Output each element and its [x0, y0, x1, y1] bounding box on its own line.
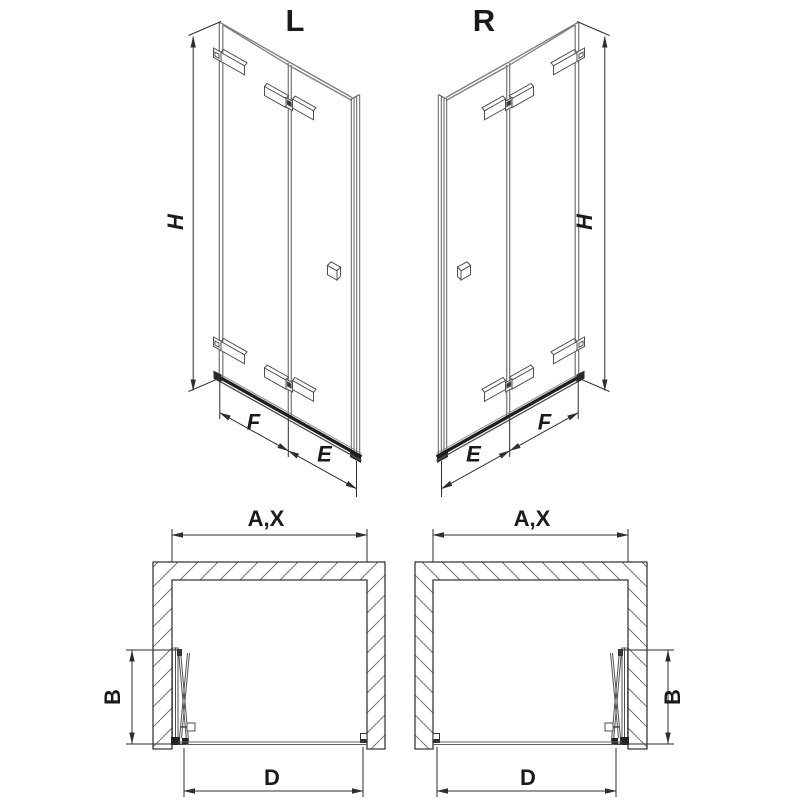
right-plan-label-b: B [660, 689, 685, 705]
right-dim-label-f: F [537, 409, 552, 435]
left-view-title: L [285, 3, 305, 38]
left-plan-view [100, 506, 385, 797]
left-elevation-view [163, 3, 362, 497]
left-dim-label-e: E [317, 441, 332, 467]
left-plan-label-b: B [100, 689, 125, 705]
right-dim-label-e: E [466, 441, 481, 467]
right-dim-label-h: H [572, 214, 597, 230]
right-plan-label-ax: A,X [513, 506, 551, 531]
left-dim-label-h: H [163, 214, 188, 230]
left-plan-label-d: D [264, 765, 280, 790]
right-elevation-view [437, 3, 610, 497]
right-plan-label-d: D [520, 765, 536, 790]
right-view-title: R [472, 3, 496, 38]
left-dim-label-f: F [246, 409, 261, 435]
left-plan-label-ax: A,X [247, 506, 285, 531]
right-plan-view [415, 506, 685, 797]
